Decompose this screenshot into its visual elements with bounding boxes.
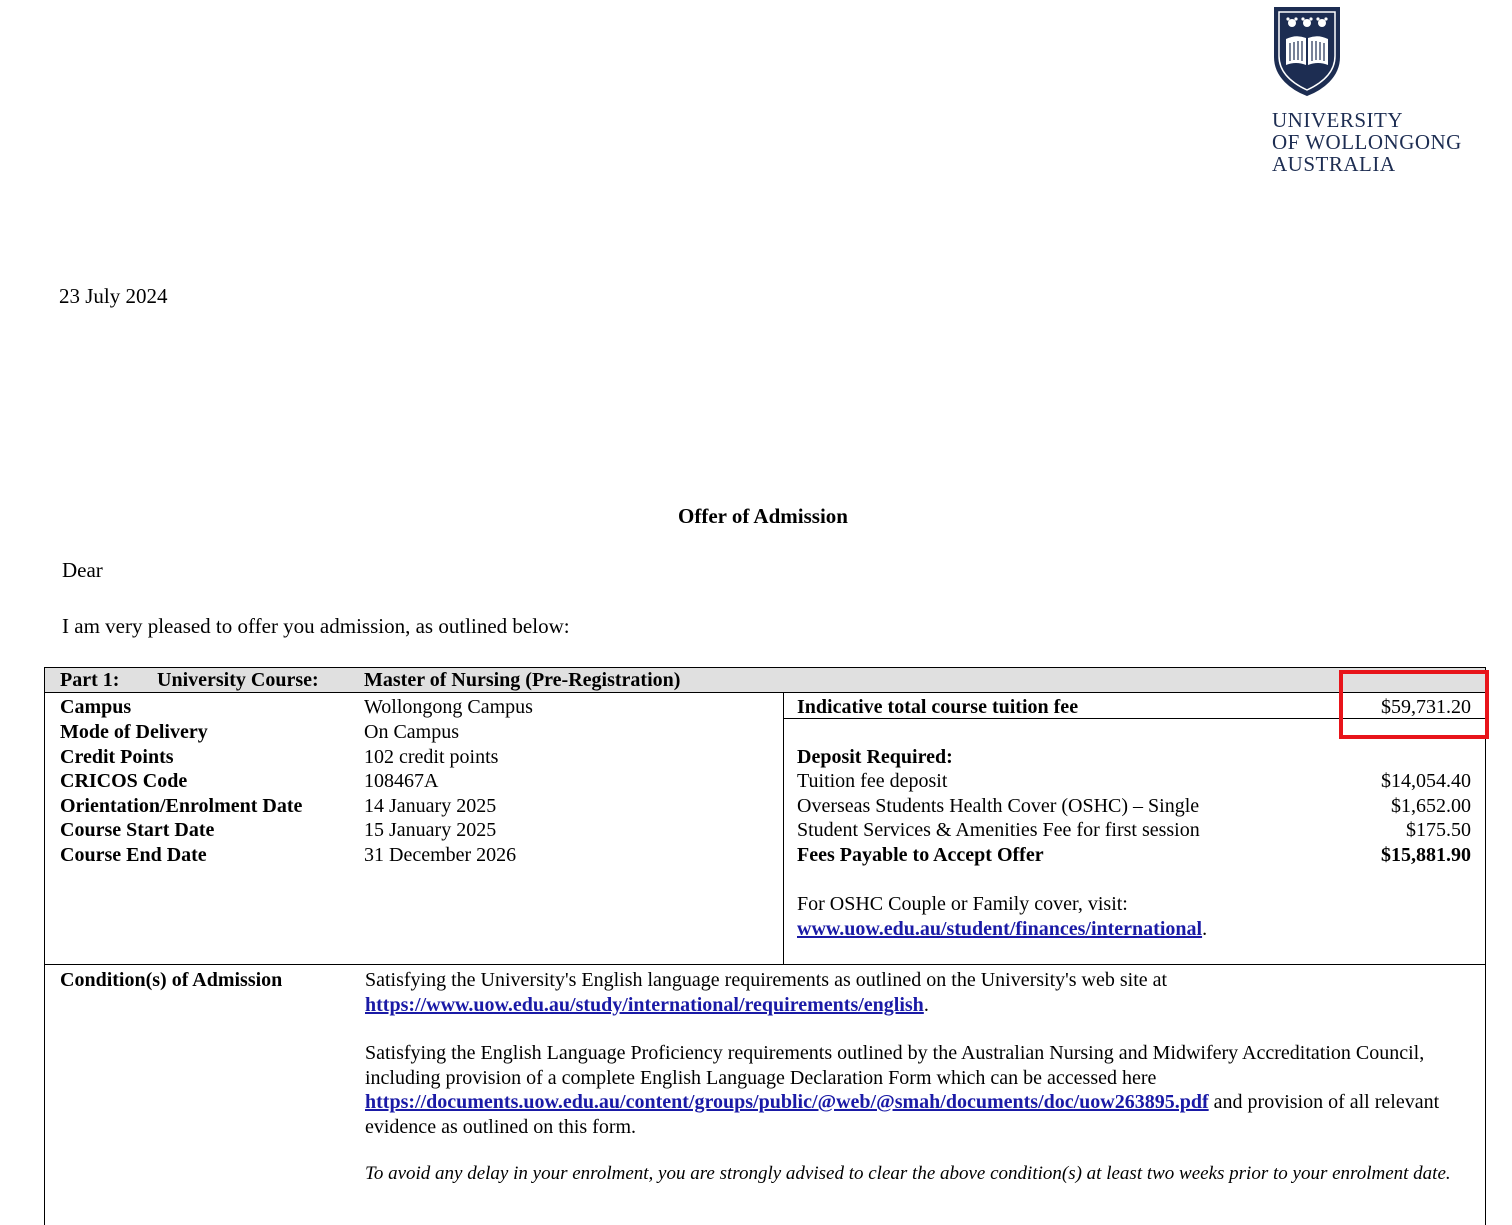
detail-label: CRICOS Code bbox=[60, 770, 188, 792]
fee-item-label: Tuition fee deposit bbox=[797, 770, 948, 792]
logo-line-3: AUSTRALIA bbox=[1272, 152, 1396, 176]
condition-paragraph-1 bbox=[365, 968, 1475, 1017]
fee-item-label: Overseas Students Health Cover (OSHC) – Single bbox=[797, 795, 1200, 817]
fees-total-label: Fees Payable to Accept Offer bbox=[797, 844, 1044, 866]
detail-value: 108467A bbox=[364, 770, 439, 792]
oshc-link-line bbox=[797, 917, 1207, 942]
deposit-heading: Deposit Required: bbox=[797, 746, 953, 768]
course-name: Master of Nursing (Pre-Registration) bbox=[364, 669, 681, 691]
tuition-fee-highlight-box bbox=[1339, 670, 1489, 739]
detail-label: Course Start Date bbox=[60, 819, 215, 841]
condition-text-suffix: and provision of all relevant evidence as outlined on this form. bbox=[365, 1091, 1440, 1138]
detail-label: Campus bbox=[60, 696, 132, 718]
oshc-note: For OSHC Couple or Family cover, visit: bbox=[797, 893, 1128, 915]
detail-label: Orientation/Enrolment Date bbox=[60, 795, 303, 817]
english-requirements-link[interactable]: https://www.uow.edu.au/study/international/requirements/english bbox=[365, 993, 924, 1016]
salutation: Dear bbox=[62, 558, 103, 582]
logo-line-2: OF WOLLONGONG bbox=[1272, 130, 1462, 154]
condition-text: Satisfying the English Language Proficiency requirements outlined by the Australian Nursing and Midwifery Accreditation Council, including provision of a complete English Language Declaration Form which can be accessed here bbox=[365, 1042, 1425, 1089]
detail-value: 31 December 2026 bbox=[364, 844, 517, 866]
detail-value: On Campus bbox=[364, 721, 459, 743]
oshc-link[interactable]: www.uow.edu.au/student/finances/international bbox=[797, 918, 1203, 940]
course-label: University Course: bbox=[157, 669, 319, 691]
fees-total-value: $15,881.90 bbox=[1381, 844, 1471, 866]
condition-text: Satisfying the University's English language requirements as outlined on the University's web site at bbox=[365, 969, 1168, 991]
logo-line-1: UNIVERSITY bbox=[1272, 108, 1403, 132]
crest-icon bbox=[1272, 5, 1342, 97]
course-header-row bbox=[45, 668, 1485, 693]
detail-label: Mode of Delivery bbox=[60, 721, 208, 743]
fee-item-label: Student Services & Amenities Fee for first session bbox=[797, 819, 1200, 841]
part-label: Part 1: bbox=[60, 669, 120, 691]
link-suffix: . bbox=[923, 993, 929, 1016]
page-title: Offer of Admission bbox=[678, 504, 848, 528]
detail-label: Credit Points bbox=[60, 746, 174, 768]
conditions-label: Condition(s) of Admission bbox=[60, 969, 283, 991]
detail-value: 15 January 2025 bbox=[364, 819, 497, 841]
conditions-section bbox=[44, 964, 1486, 1225]
oshc-link-suffix: . bbox=[1202, 918, 1208, 940]
tuition-fee-label: Indicative total course tuition fee bbox=[797, 696, 1079, 718]
intro-text: I am very pleased to offer you admission, as outlined below: bbox=[62, 614, 570, 638]
fee-item-value: $1,652.00 bbox=[1391, 795, 1471, 817]
enrolment-advice: To avoid any delay in your enrolment, you are strongly advised to clear the above condition(s) at least two weeks prior to your enrolment date. bbox=[365, 1163, 1451, 1184]
course-details-table bbox=[44, 667, 1486, 965]
detail-value: Wollongong Campus bbox=[364, 696, 533, 718]
column-divider bbox=[783, 693, 784, 964]
condition-paragraph-2 bbox=[365, 1041, 1475, 1139]
detail-value: 102 credit points bbox=[364, 746, 499, 768]
declaration-form-link[interactable]: https://documents.uow.edu.au/content/groups/public/@web/@smah/documents/doc/uow263895.pdf bbox=[365, 1091, 1209, 1113]
tuition-fee-value: $59,731.20 bbox=[1381, 696, 1471, 718]
fee-item-value: $175.50 bbox=[1406, 819, 1471, 841]
fee-item-value: $14,054.40 bbox=[1381, 770, 1471, 792]
detail-label: Course End Date bbox=[60, 844, 207, 866]
detail-value: 14 January 2025 bbox=[364, 795, 497, 817]
letter-date: 23 July 2024 bbox=[59, 284, 168, 308]
